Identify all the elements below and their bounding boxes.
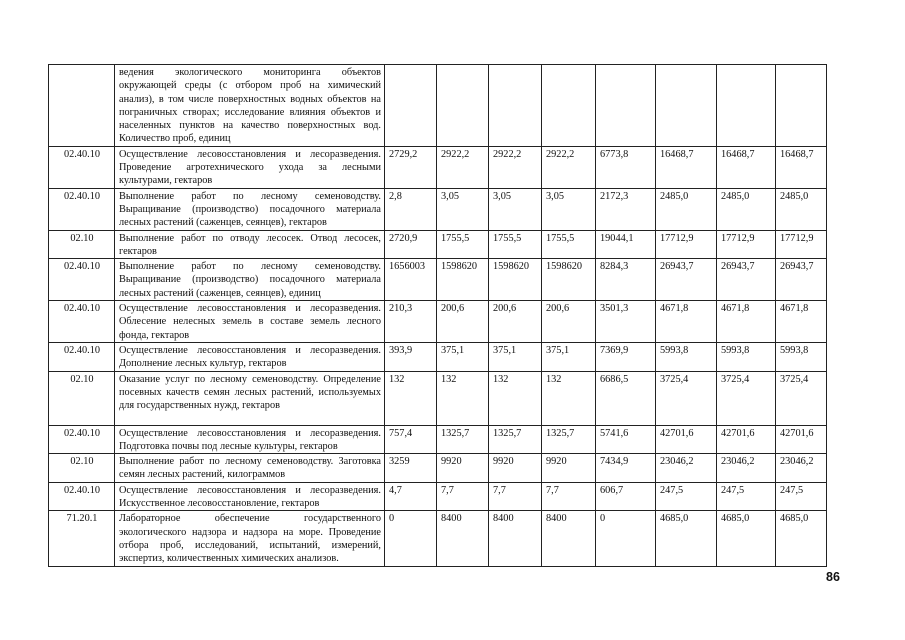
table-row	[49, 511, 827, 566]
row-value: 757,4	[385, 425, 437, 454]
row-value: 393,9	[385, 342, 437, 371]
row-value: 0	[596, 511, 656, 566]
row-value: 247,5	[656, 482, 717, 511]
row-value: 3,05	[542, 188, 596, 230]
row-value: 8400	[542, 511, 596, 566]
row-value: 2922,2	[489, 146, 542, 188]
row-value: 42701,6	[656, 425, 717, 454]
table-row	[49, 371, 827, 425]
row-value: 4685,0	[776, 511, 827, 566]
row-value: 3725,4	[656, 371, 717, 425]
row-value: 8400	[437, 511, 489, 566]
row-value: 5741,6	[596, 425, 656, 454]
row-value: 17712,9	[717, 230, 776, 259]
row-value: 17712,9	[656, 230, 717, 259]
row-value: 1325,7	[489, 425, 542, 454]
row-value: 1325,7	[542, 425, 596, 454]
row-description: Осуществление лесовосстановления и лесоразведения. Дополнение лесных культур, гектаров	[115, 342, 385, 371]
table-row	[49, 188, 827, 230]
page-number: 86	[826, 570, 840, 584]
row-value: 132	[489, 371, 542, 425]
row-value	[717, 65, 776, 147]
row-value: 4685,0	[656, 511, 717, 566]
row-value: 9920	[542, 454, 596, 483]
row-value: 26943,7	[656, 259, 717, 301]
row-value: 4671,8	[656, 301, 717, 343]
row-value: 3,05	[437, 188, 489, 230]
row-description: Осуществление лесовосстановления и лесоразведения. Проведение агротехнического ухода за лесными культурами, гектаров	[115, 146, 385, 188]
row-value: 8400	[489, 511, 542, 566]
row-description: Выполнение работ по отводу лесосек. Отвод лесосек, гектаров	[115, 230, 385, 259]
row-code: 02.40.10	[49, 259, 115, 301]
table-row	[49, 482, 827, 511]
row-value: 200,6	[437, 301, 489, 343]
row-value: 7,7	[437, 482, 489, 511]
row-value: 247,5	[776, 482, 827, 511]
row-value: 1325,7	[437, 425, 489, 454]
row-value: 3501,3	[596, 301, 656, 343]
row-value: 2729,2	[385, 146, 437, 188]
row-value: 132	[542, 371, 596, 425]
row-value: 2485,0	[656, 188, 717, 230]
row-value: 3259	[385, 454, 437, 483]
row-description: Лабораторное обеспечение государственного экологического надзора и надзора на море. Проведение отбора проб, исследований, испытаний, измерений, экспертиз, количественных химических анализов.	[115, 511, 385, 566]
row-value: 7369,9	[596, 342, 656, 371]
row-value: 3725,4	[717, 371, 776, 425]
row-value: 1598620	[489, 259, 542, 301]
row-description: Осуществление лесовосстановления и лесоразведения. Подготовка почвы под лесные культуры, гектаров	[115, 425, 385, 454]
row-value	[656, 65, 717, 147]
row-value: 17712,9	[776, 230, 827, 259]
row-value: 1598620	[437, 259, 489, 301]
table-row	[49, 301, 827, 343]
data-table	[48, 64, 827, 567]
row-code: 02.10	[49, 230, 115, 259]
row-value	[385, 65, 437, 147]
row-description: Выполнение работ по лесному семеноводству. Выращивание (производство) посадочного материала лесных растений (саженцев, сеянцев), единиц	[115, 259, 385, 301]
row-value: 6773,8	[596, 146, 656, 188]
row-value	[437, 65, 489, 147]
row-value: 9920	[437, 454, 489, 483]
row-value: 2,8	[385, 188, 437, 230]
row-value: 2485,0	[776, 188, 827, 230]
row-value: 606,7	[596, 482, 656, 511]
table-row	[49, 230, 827, 259]
row-value: 3,05	[489, 188, 542, 230]
row-value: 5993,8	[656, 342, 717, 371]
row-description: Выполнение работ по лесному семеноводству. Заготовка семян лесных растений, килограммов	[115, 454, 385, 483]
row-value: 19044,1	[596, 230, 656, 259]
row-value: 375,1	[437, 342, 489, 371]
row-code: 02.40.10	[49, 301, 115, 343]
row-value: 0	[385, 511, 437, 566]
row-value: 2485,0	[717, 188, 776, 230]
row-code: 02.10	[49, 371, 115, 425]
row-value: 210,3	[385, 301, 437, 343]
row-description: Выполнение работ по лесному семеноводству. Выращивание (производство) посадочного материала лесных растений (саженцев, сеянцев), гектаров	[115, 188, 385, 230]
row-value: 16468,7	[717, 146, 776, 188]
row-value	[489, 65, 542, 147]
row-value	[596, 65, 656, 147]
row-value: 23046,2	[717, 454, 776, 483]
row-code: 02.40.10	[49, 188, 115, 230]
row-code: 02.40.10	[49, 482, 115, 511]
row-value	[542, 65, 596, 147]
row-value: 42701,6	[776, 425, 827, 454]
row-value: 26943,7	[717, 259, 776, 301]
row-description: Осуществление лесовосстановления и лесоразведения. Облесение нелесных земель в составе земель лесного фонда, гектаров	[115, 301, 385, 343]
row-code	[49, 65, 115, 147]
row-value: 2172,3	[596, 188, 656, 230]
row-value	[776, 65, 827, 147]
row-value: 7,7	[542, 482, 596, 511]
table-row	[49, 65, 827, 147]
row-value: 5993,8	[776, 342, 827, 371]
row-code: 02.40.10	[49, 425, 115, 454]
row-value: 1755,5	[437, 230, 489, 259]
row-value: 132	[385, 371, 437, 425]
row-value: 1656003	[385, 259, 437, 301]
row-value: 5993,8	[717, 342, 776, 371]
row-description: Осуществление лесовосстановления и лесоразведения. Искусственное лесовосстановление, гектаров	[115, 482, 385, 511]
row-value: 2922,2	[542, 146, 596, 188]
row-value: 9920	[489, 454, 542, 483]
table-row	[49, 342, 827, 371]
row-value: 4685,0	[717, 511, 776, 566]
row-value: 3725,4	[776, 371, 827, 425]
table-row	[49, 146, 827, 188]
row-code: 02.10	[49, 454, 115, 483]
row-value: 4,7	[385, 482, 437, 511]
row-value: 375,1	[489, 342, 542, 371]
table-row	[49, 425, 827, 454]
row-value: 1598620	[542, 259, 596, 301]
row-value: 23046,2	[656, 454, 717, 483]
row-value: 1755,5	[542, 230, 596, 259]
row-value: 42701,6	[717, 425, 776, 454]
table-row	[49, 454, 827, 483]
row-description: Оказание услуг по лесному семеноводству. Определение посевных качеств семян лесных растений, используемых для государственных нужд, гектаров	[115, 371, 385, 425]
row-value: 132	[437, 371, 489, 425]
row-value: 200,6	[542, 301, 596, 343]
row-value: 375,1	[542, 342, 596, 371]
row-value: 200,6	[489, 301, 542, 343]
row-value: 2922,2	[437, 146, 489, 188]
row-value: 7434,9	[596, 454, 656, 483]
row-value: 6686,5	[596, 371, 656, 425]
row-value: 23046,2	[776, 454, 827, 483]
row-code: 02.40.10	[49, 342, 115, 371]
row-value: 1755,5	[489, 230, 542, 259]
row-value: 8284,3	[596, 259, 656, 301]
row-code: 71.20.1	[49, 511, 115, 566]
row-value: 4671,8	[776, 301, 827, 343]
row-code: 02.40.10	[49, 146, 115, 188]
row-value: 16468,7	[656, 146, 717, 188]
table-row	[49, 259, 827, 301]
table-body	[49, 65, 827, 567]
row-value: 16468,7	[776, 146, 827, 188]
row-value: 4671,8	[717, 301, 776, 343]
row-value: 2720,9	[385, 230, 437, 259]
row-value: 26943,7	[776, 259, 827, 301]
row-description: ведения экологического мониторинга объектов окружающей среды (с отбором проб на химический анализ), в том числе поверхностных водных объектов на пограничных створах; исследование влияния объектов и населенных пунктов на качество поверхностных вод. Количество проб, единиц	[115, 65, 385, 147]
row-value: 7,7	[489, 482, 542, 511]
row-value: 247,5	[717, 482, 776, 511]
